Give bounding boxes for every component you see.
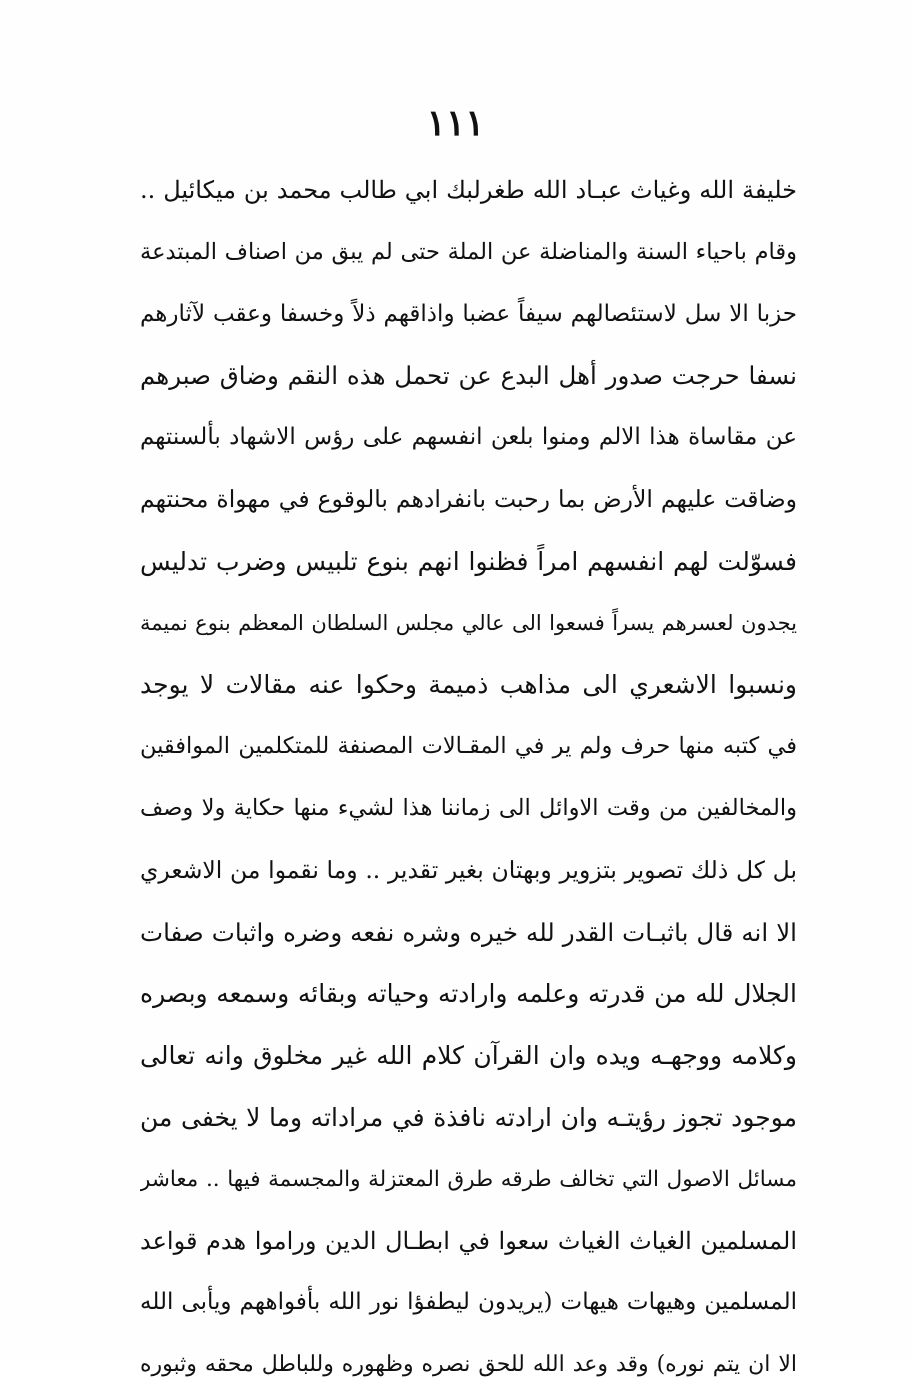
text-line-1: خليفة الله وغياث عبـاد الله طغرلبك ابي طالب محمد بن ميكائيل .. [140, 176, 797, 204]
text-line-3: حزبا الا سل لاستئصالهم سيفاً عضبا واذاقهم ذلاً وخسفا وعقب لآثارهم [140, 300, 797, 327]
text-line-9: ونسبوا الاشعري الى مذاهب ذميمة وحكوا عنه مقالات لا يوجد [140, 670, 797, 700]
text-line-4: نسفا حرجت صدور أهل البدع عن تحمل هذه النقم وضاق صبرهم [140, 361, 797, 391]
text-line-16: موجود تجوز رؤيتـه وان ارادته نافذة في مراداته وما لا يخفى من [140, 1102, 797, 1132]
text-line-11: والمخالفين من وقت الاوائل الى زماننا هذا لشيء منها حكاية ولا وصف [140, 794, 797, 821]
text-line-8: يجدون لعسرهم يسراً فسعوا الى عالي مجلس السلطان المعظم بنوع نميمة [140, 610, 797, 635]
text-line-20: الا ان يتم نوره) وقد وعد الله للحق نصره وظهوره وللباطل محقه وثبوره [140, 1352, 797, 1378]
text-line-15: وكلامه ووجهـه ويده وان القرآن كلام الله غير مخلوق وانه تعالى [140, 1041, 797, 1071]
text-line-7: فسوّلت لهم انفسهم امراً فظنوا انهم بنوع تلبيس وضرب تدليس [140, 546, 797, 576]
page-number: ١١١ [426, 102, 485, 144]
text-line-14: الجلال لله من قدرته وعلمه وارادته وحياته وبقائه وسمعه وبصره [140, 979, 797, 1009]
text-line-10: في كتبه منها حرف ولم ير في المقـالات المصنفة للمتكلمين الموافقين [140, 733, 797, 760]
text-line-17: مسائل الاصول التي تخالف طرقه طرق المعتزلة والمجسمة فيها .. معاشر [140, 1166, 797, 1192]
text-line-13: الا انه قال باثبـات القدر لله خيره وشره نفعه وضره واثبات صفات [140, 917, 797, 947]
text-line-19: المسلمين وهيهات هيهات (يريدون ليطفؤا نور الله بأفواههم ويأبى الله [140, 1289, 797, 1316]
text-body [140, 160, 797, 1396]
text-line-2: وقام باحياء السنة والمناضلة عن الملة حتى لم يبق من اصناف المبتدعة [140, 238, 797, 265]
text-line-6: وضاقت عليهم الأرض بما رحبت بانفرادهم بالوقوع في مهواة محنتهم [140, 484, 797, 513]
text-line-12: بل كل ذلك تصوير بتزوير وبهتان بغير تقدير .. وما نقموا من الاشعري [140, 855, 797, 884]
text-line-18: المسلمين الغياث الغياث سعوا في ابطـال الدين وراموا هدم قواعد [140, 1226, 797, 1255]
text-line-5: عن مقاساة هذا الالم ومنوا بلعن انفسهم على رؤس الاشهاد بألسنتهم [140, 424, 797, 451]
